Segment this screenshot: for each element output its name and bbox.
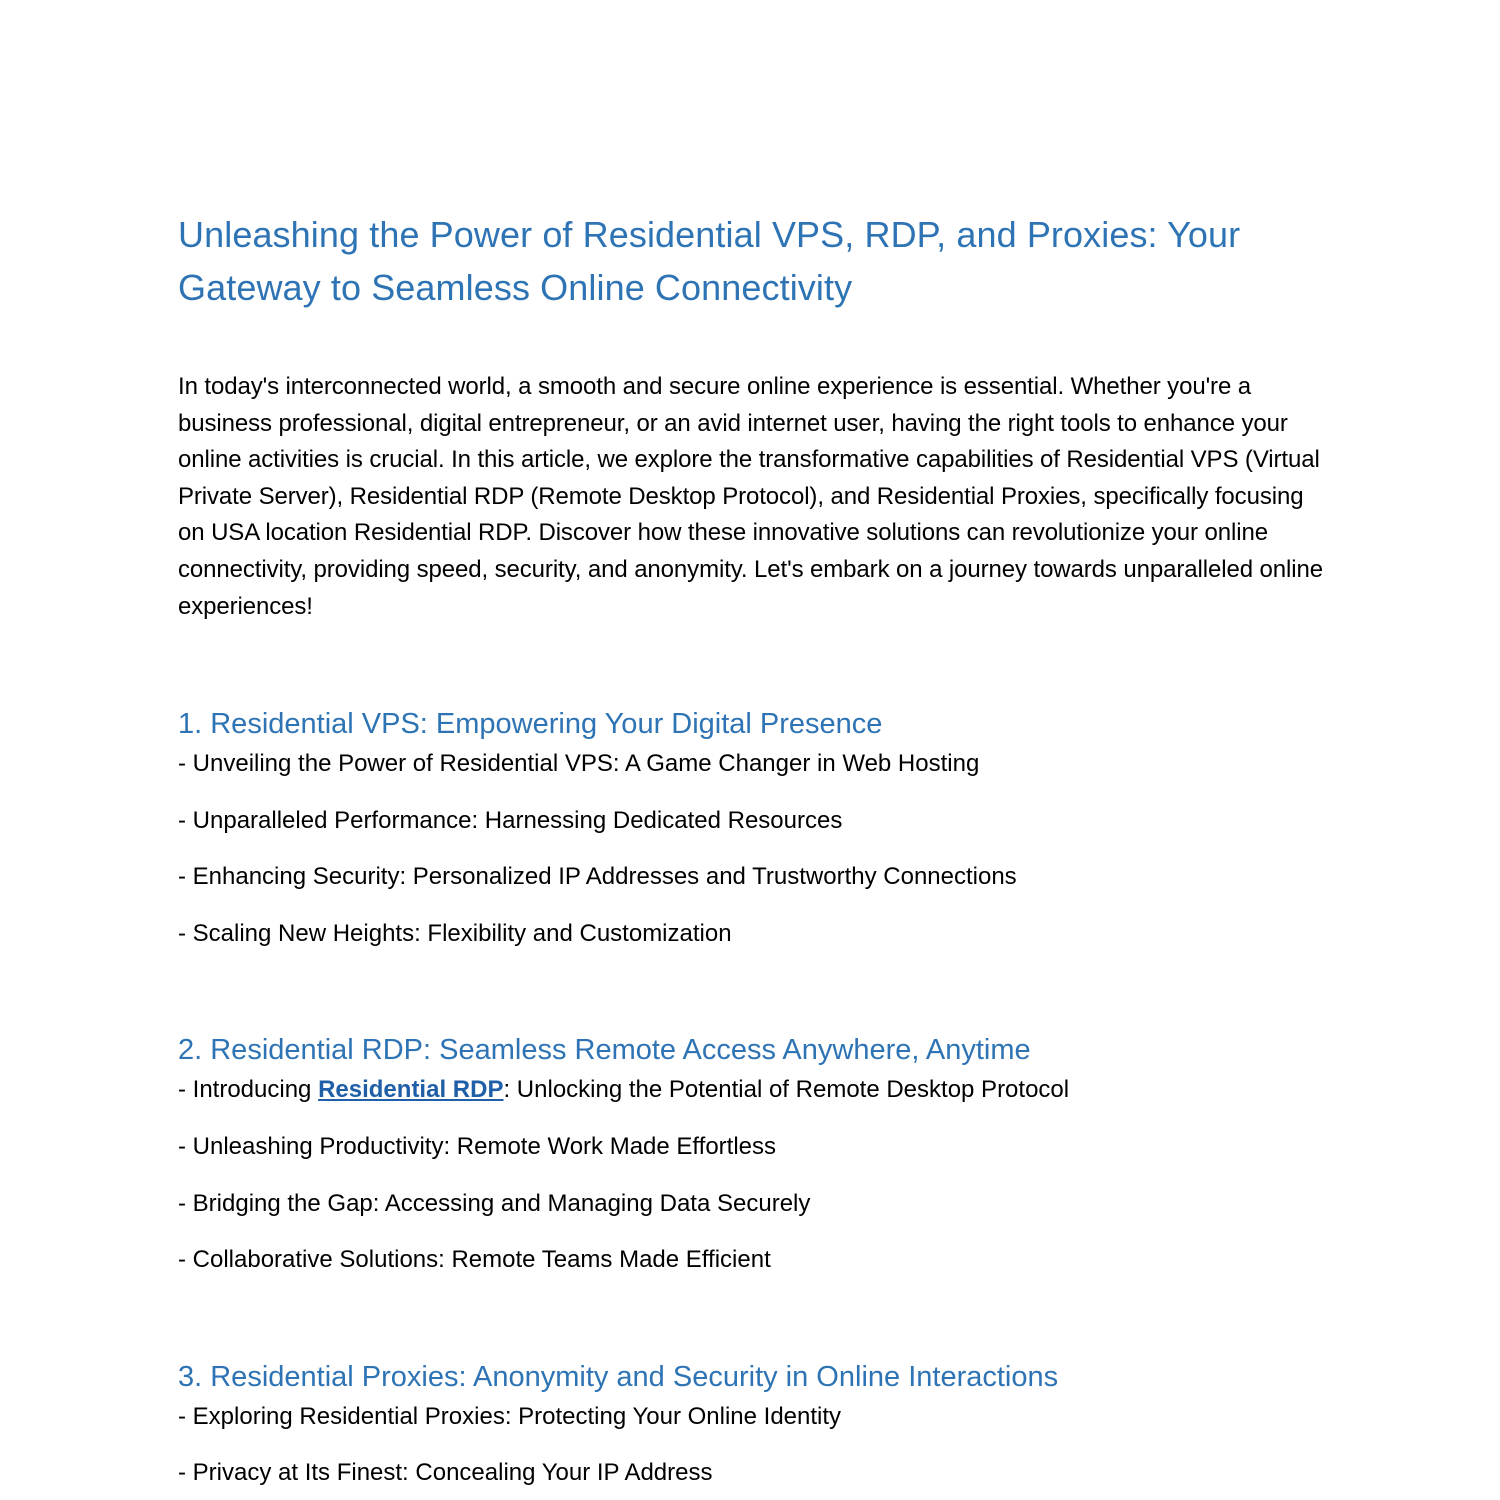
section-2-heading: 2. Residential RDP: Seamless Remote Access Anywhere, Anytime <box>178 1034 1031 1066</box>
section-1-item-1: - Unveiling the Power of Residential VPS: A Game Changer in Web Hosting <box>178 750 980 777</box>
section-1-item-3: - Enhancing Security: Personalized IP Addresses and Trustworthy Connections <box>178 863 1017 890</box>
section-3-item-2: - Privacy at Its Finest: Concealing Your IP Address <box>178 1459 713 1486</box>
section-2-item-1-prefix: - Introducing <box>178 1076 319 1103</box>
section-2-item-1-suffix: : Unlocking the Potential of Remote Desktop Protocol <box>503 1076 1070 1103</box>
section-3-item-1: - Exploring Residential Proxies: Protecting Your Online Identity <box>178 1403 842 1430</box>
section-1-item-2: - Unparalleled Performance: Harnessing Dedicated Resources <box>178 807 843 834</box>
section-1-item-4: - Scaling New Heights: Flexibility and Customization <box>178 920 732 947</box>
document-title: Unleashing the Power of Residential VPS, RDP, and Proxies: Your Gateway to Seamless Online Connectivity <box>178 214 1241 308</box>
section-3-heading: 3. Residential Proxies: Anonymity and Security in Online Interactions <box>178 1361 1059 1393</box>
section-1-heading: 1. Residential VPS: Empowering Your Digital Presence <box>178 708 883 740</box>
section-2-item-4: - Collaborative Solutions: Remote Teams Made Efficient <box>178 1246 771 1273</box>
intro-paragraph: In today's interconnected world, a smooth and secure online experience is essential. Whether you're a business professional, digital entrepreneur, or an avid internet user, having the right tools to enhance your online activities is crucial. In this article, we explore the transformative capabilities of Residential VPS (Virtual Private Server), Residential RDP (Remote Desktop Protocol), and Residential Proxies, specifically focusing on USA location Residential RDP. Discover how these innovative solutions can revolutionize your online connectivity, providing speed, security, and anonymity. Let's embark on a journey towards unparalleled online experiences! <box>178 373 1323 620</box>
section-2-item-1 <box>178 1074 1069 1106</box>
residential-rdp-link[interactable]: Residential RDP <box>318 1076 504 1103</box>
section-2-item-3: - Bridging the Gap: Accessing and Managing Data Securely <box>178 1190 811 1217</box>
section-2-item-2: - Unleashing Productivity: Remote Work Made Effortless <box>178 1133 777 1160</box>
